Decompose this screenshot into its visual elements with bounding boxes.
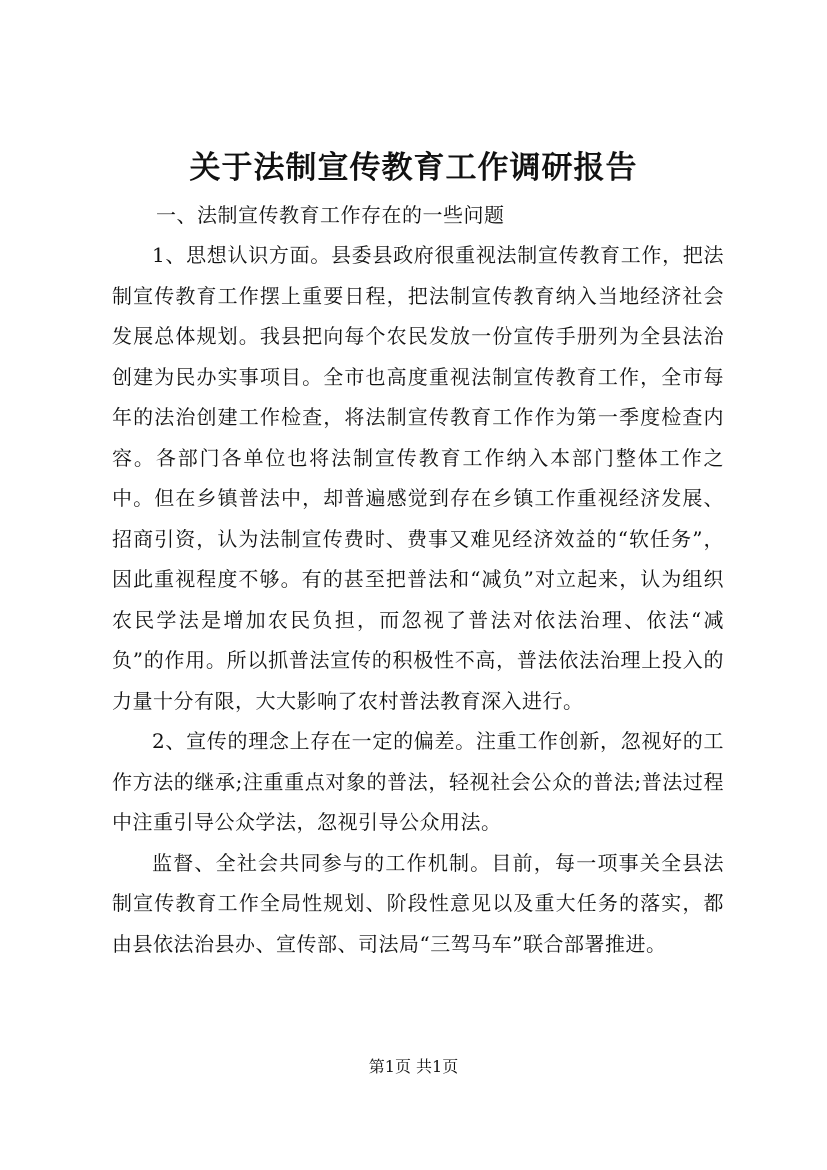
paragraph-supervision-mechanism: 监督、全社会共同参与的工作机制。目前，每一项事关全县法制宣传教育工作全局性规划、阶段性意见以及重大任务的落实，都由县依法治县办、宣传部、司法局“三驾马车”联合部署推进。 — [112, 850, 724, 956]
document-title: 关于法制宣传教育工作调研报告 — [189, 150, 638, 186]
paragraph-thinking: 1、思想认识方面。县委县政府很重视法制宣传教育工作，把法制宣传教育工作摆上重要日程，把法制宣传教育纳入当地经济社会发展总体规划。我县把向每个农民发放一份宣传手册列为全县法治创建为民办实事项目。全市也高度重视法制宣传教育工作，全市每年的法治创建工作检查，将法制宣传教育工作作为第一季度检查内容。各部门各单位也将法制宣传教育工作纳入本部门整体工作之中。但在乡镇普法中，却普遍感觉到存在乡镇工作重视经济发展、招商引资，认为法制宣传费时、费事又难见经济效益的“软任务”，因此重视程度不够。有的甚至把普法和“减负”对立起来，认为组织农民学法是增加农民负担，而忽视了普法对依法治理、依法“减负”的作用。所以抓普法宣传的积极性不高，普法依法治理上投入的力量十分有限，大大影响了农村普法教育深入进行。 — [112, 243, 724, 713]
document-body — [112, 195, 724, 964]
paragraph-propaganda-concept: 2、宣传的理念上存在一定的偏差。注重工作创新，忽视好的工作方法的继承;注重重点对象的普法，轻视社会公众的普法;普法过程中注重引导公众学法，忽视引导公众用法。 — [112, 729, 724, 834]
section-heading: 一、法制宣传教育工作存在的一些问题 — [156, 203, 505, 227]
page-footer: 第1页 共1页 — [368, 1057, 459, 1076]
